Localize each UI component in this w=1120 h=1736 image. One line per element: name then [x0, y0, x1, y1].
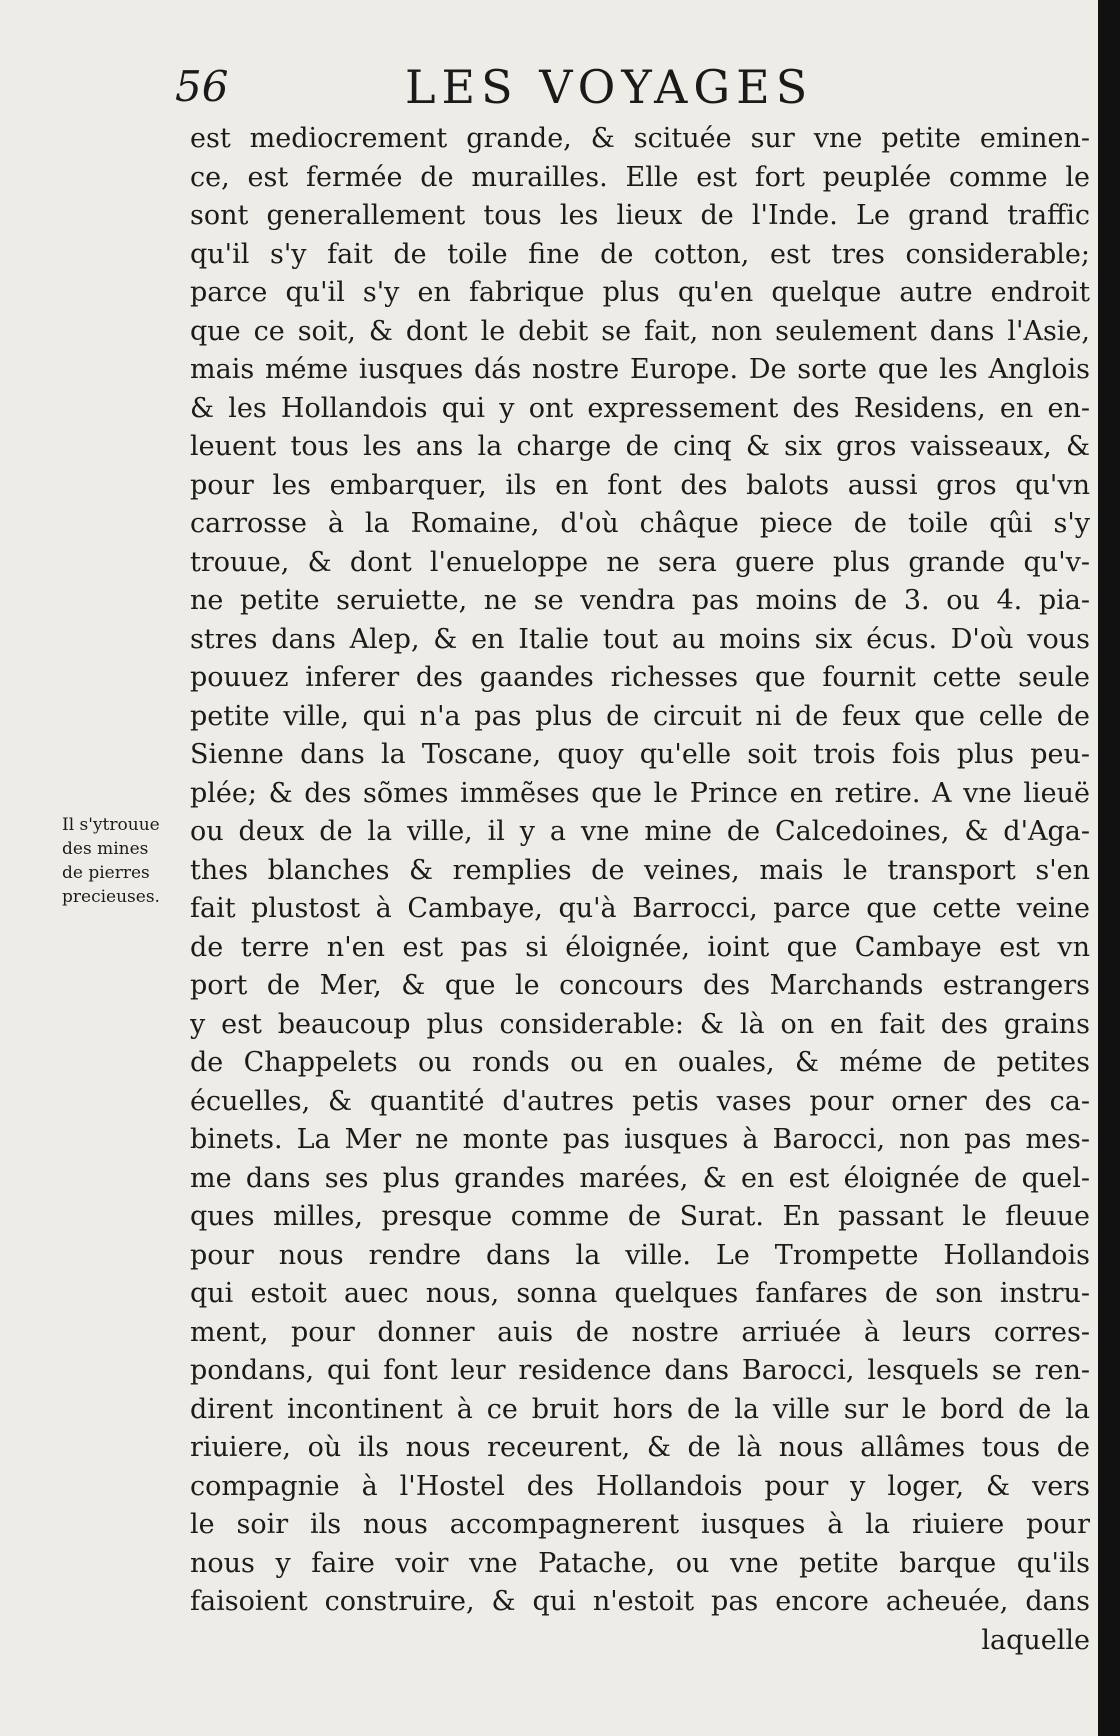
text-line: pour nous rendre dans la ville. Le Trompette Hollandois [190, 1239, 1090, 1271]
text-line: stres dans Alep, & en Italie tout au moins six écus. D'où vous [190, 623, 1090, 655]
page-number: 56 [175, 62, 229, 111]
text-line: port de Mer, & que le concours des Marchands estrangers [190, 970, 1090, 1001]
text-line: plée; & des sõmes immẽses que le Prince en retire. A vne lieuë [190, 777, 1090, 809]
text-line: sont generallement tous les lieux de l'Inde. Le grand traffic [190, 200, 1090, 231]
text-line: leuent tous les ans la charge de cinq & six gros vaisseaux, & [190, 431, 1090, 462]
text-line: y est beaucoup plus considerable: & là on en fait des grains [190, 1008, 1090, 1040]
text-line: est mediocrement grande, & scituée sur vne petite eminen- [190, 123, 1090, 154]
text-line: Sienne dans la Toscane, quoy qu'elle soit trois fois plus peu- [190, 739, 1090, 770]
text-line: faisoient construire, & qui n'estoit pas encore acheuée, dans [190, 1586, 1090, 1617]
running-title: LES VOYAGES [405, 60, 814, 114]
text-line: ce, est fermée de murailles. Elle est fort peuplée comme le [190, 161, 1090, 193]
text-line: me dans ses plus grandes marées, & en est éloignée de quel- [190, 1162, 1090, 1194]
text-line: trouue, & dont l'enueloppe ne sera guere plus grande qu'v- [190, 546, 1090, 578]
text-line: ment, pour donner auis de nostre arriuée à leurs corres- [190, 1316, 1090, 1348]
text-line: pondans, qui font leur residence dans Barocci, lesquels se ren- [190, 1355, 1090, 1386]
text-line: mais méme iusques dás nostre Europe. De sorte que les Anglois [190, 354, 1090, 385]
page-header [175, 52, 1085, 122]
margin-note-line: Il s'ytrouue [62, 815, 160, 835]
text-line: ques milles, presque comme de Surat. En passant le fleuue [190, 1201, 1090, 1232]
text-line: que ce soit, & dont le debit se fait, non seulement dans l'Asie, [190, 315, 1090, 347]
text-line: ne petite seruiette, ne se vendra pas moins de 3. ou 4. pia- [190, 585, 1090, 616]
text-line: riuiere, où ils nous receurent, & de là nous allâmes tous de [190, 1432, 1090, 1463]
body-text [190, 120, 1090, 1660]
text-line: nous y faire voir vne Patache, ou vne petite barque qu'ils [190, 1547, 1090, 1579]
text-line: compagnie à l'Hostel des Hollandois pour y loger, & vers [190, 1470, 1090, 1502]
text-line: binets. La Mer ne monte pas iusques à Barocci, non pas mes- [190, 1124, 1090, 1155]
text-line: thes blanches & remplies de veines, mais le transport s'en [190, 854, 1090, 886]
text-line: petite ville, qui n'a pas plus de circuit ni de feux que celle de [190, 700, 1090, 732]
text-line: qui estoit auec nous, sonna quelques fanfares de son instru- [190, 1278, 1090, 1309]
margin-note [62, 813, 190, 909]
text-line: carrosse à la Romaine, d'où châque piece de toile qûi s'y [190, 508, 1090, 539]
text-line: qu'il s'y fait de toile fine de cotton, est tres considerable; [190, 238, 1090, 270]
text-line: pour les embarquer, ils en font des balots aussi gros qu'vn [190, 469, 1090, 501]
text-line: de terre n'en est pas si éloignée, ioint que Cambaye est vn [190, 931, 1090, 963]
text-line: fait plustost à Cambaye, qu'à Barrocci, parce que cette veine [190, 893, 1090, 924]
margin-note-line: precieuses. [62, 887, 160, 907]
text-line: & les Hollandois qui y ont expressement des Residens, en en- [190, 392, 1090, 424]
text-line: dirent incontinent à ce bruit hors de la ville sur le bord de la [190, 1393, 1090, 1425]
catchword: laquelle [981, 1624, 1090, 1656]
text-line: le soir ils nous accompagnerent iusques à la riuiere pour [190, 1509, 1090, 1540]
text-line: pouuez inferer des gaandes richesses que fournit cette seule [190, 662, 1090, 693]
margin-note-line: de pierres [62, 863, 150, 883]
text-line: ou deux de la ville, il y a vne mine de Calcedoines, & d'Aga- [190, 816, 1090, 847]
margin-note-line: des mines [62, 839, 149, 859]
text-line: écuelles, & quantité d'autres petis vases pour orner des ca- [190, 1085, 1090, 1117]
page-gutter [1098, 0, 1120, 1736]
text-line: parce qu'il s'y en fabrique plus qu'en quelque autre endroit [190, 277, 1090, 308]
text-line: de Chappelets ou ronds ou en ouales, & méme de petites [190, 1047, 1090, 1078]
